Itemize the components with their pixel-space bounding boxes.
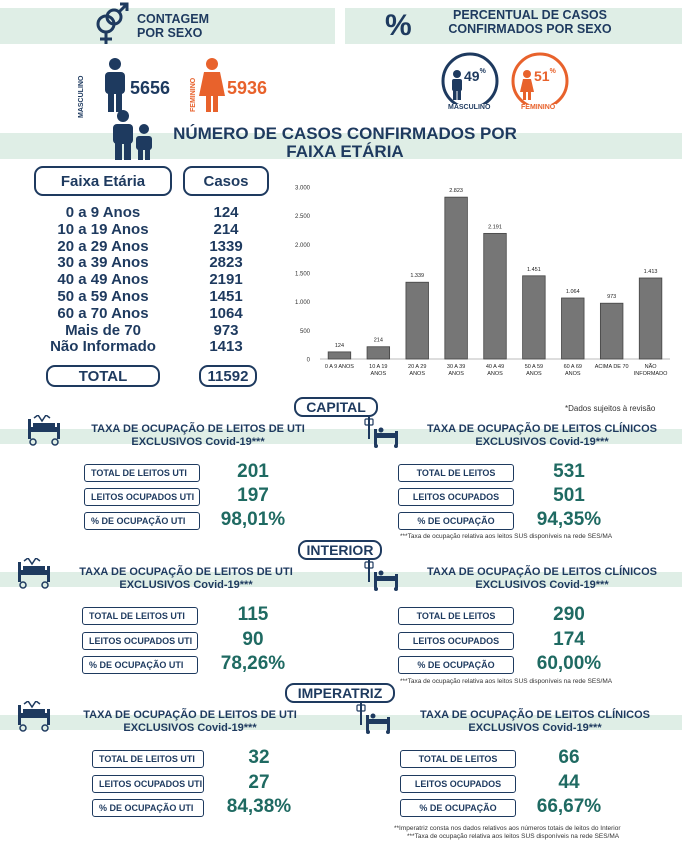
icu-bed-icon [16,558,52,595]
uti-row-value: 197 [237,485,269,506]
x-tick-label: 50 A 59 [524,364,544,370]
x-tick-label: 0 A 9 ANOS [324,364,354,370]
y-tick-label: 1.000 [294,300,310,307]
clinical-bed-icon [356,703,392,740]
age-cases-value: 1451 [209,288,243,305]
clinical-row-label: LEITOS OCUPADOS [400,775,516,793]
bar-data-label: 1.339 [410,273,425,280]
uti-occupancy-percent: 78,26% [220,653,286,674]
clinical-row-label: % DE OCUPAÇÃO [400,799,516,817]
uti-row-label: % DE OCUPAÇÃO UTI [84,512,200,530]
masculino-ring-label: MASCULINO [448,104,491,111]
icu-bed-icon [16,701,52,738]
clinical-section-title: TAXA DE OCUPAÇÃO DE LEITOS CLÍNICOS EXCLUSIVOS Covid-19*** [420,709,650,734]
clinical-row-label: TOTAL DE LEITOS [398,464,514,482]
x-tick-label: 40 A 49 [485,364,505,370]
faixa-title: NÚMERO DE CASOS CONFIRMADOS POR FAIXA ETÁRIA [173,124,517,161]
uti-row-value: 90 [242,628,264,650]
bar-data-label: 973 [607,294,617,301]
x-tick-label: 20 A 29 [408,364,427,370]
bar [600,303,623,359]
bar-data-label: 124 [334,342,345,349]
footnote: ***Taxa de ocupação relativa aos leitos SUS disponíveis na rede SES/MA [400,533,613,540]
feminino-vertical-label: FEMININO [190,77,197,112]
bar [406,282,429,359]
clinical-row-label: LEITOS OCUPADOS [398,632,514,650]
clinical-occupancy-percent: 94,35% [536,509,602,530]
y-tick-label: 2.000 [294,242,310,249]
bar-data-label: 1.064 [565,288,580,295]
feminino-ring-label: FEMININO [521,104,556,111]
x-tick-label: NÃO [644,364,657,370]
y-tick-label: 1.500 [294,271,310,278]
clinical-row-label: % DE OCUPAÇÃO [398,656,514,674]
age-range-label: 40 a 49 Anos [57,271,149,289]
uti-section-title: TAXA DE OCUPAÇÃO DE LEITOS DE UTI EXCLUSIVOS Covid-19*** [91,423,305,448]
percentual-title: PERCENTUAL DE CASOS CONFIRMADOS POR SEXO [448,8,612,36]
x-tick-label: ANOS [409,371,426,377]
age-range-label: 50 a 59 Anos [57,288,149,305]
male-person-icon [103,58,127,112]
clinical-row-value: 174 [553,628,585,650]
y-tick-label: 3.000 [294,185,310,192]
age-range-label: 30 a 39 Anos [57,254,149,272]
uti-row-label: TOTAL DE LEITOS UTI [84,464,200,482]
gender-symbol-icon [92,2,130,48]
family-icon [110,110,154,160]
x-tick-label: 60 A 69 [563,364,582,370]
uti-row-label: LEITOS OCUPADOS UTI [82,632,198,650]
x-tick-label: ANOS [448,371,464,377]
clinical-row-label: TOTAL DE LEITOS [398,607,514,625]
age-range-label: 60 a 70 Anos [57,304,149,322]
uti-row-value: 32 [248,747,270,768]
clinical-bed-icon [364,417,400,454]
bar [328,352,351,359]
feminino-percent-value [534,68,556,84]
clinical-row-label: TOTAL DE LEITOS [400,750,516,768]
uti-row-label: LEITOS OCUPADOS UTI [84,488,200,506]
female-person-icon [199,58,225,112]
bar-data-label: 1.451 [527,266,541,273]
y-tick-label: 0 [306,357,310,364]
footnote-secondary: ***Taxa de ocupação relativa aos leitos SUS disponíveis na rede SES/MA [407,832,620,840]
masc-pct-number: 49 [464,68,480,84]
masculino-percent-value [464,68,486,84]
footnote: **Imperatriz consta nos dados relativos aos números totais de leitos do Interior [394,824,621,832]
feminino-count: 5936 [227,78,268,98]
age-cases-value: 1339 [209,237,243,255]
uti-row-label: TOTAL DE LEITOS UTI [82,607,198,625]
col-header-cases: Casos [183,166,269,196]
masculino-vertical-label: MASCULINO [78,75,85,118]
total-value: 11592 [199,365,257,387]
region-pill-interior: INTERIOR [298,540,382,560]
clinical-row-value: 290 [553,604,585,625]
disclaimer: *Dados sujeitos à revisão [565,404,656,413]
uti-row-label: TOTAL DE LEITOS UTI [92,750,204,768]
uti-row-value: 115 [237,604,269,625]
footnote: ***Taxa de ocupação relativa aos leitos SUS disponíveis na rede SES/MA [400,677,613,685]
age-range-label: Mais de 70 [65,321,141,339]
bar [562,298,585,359]
age-cases-value: 2191 [209,271,243,289]
clinical-section-title: TAXA DE OCUPAÇÃO DE LEITOS CLÍNICOS EXCLUSIVOS Covid-19*** [427,566,657,591]
age-range-label: 20 a 29 Anos [57,237,149,255]
bar [367,347,390,359]
col-header-age: Faixa Etária [34,166,172,196]
clinical-row-label: LEITOS OCUPADOS [398,488,514,506]
y-tick-label: 2.500 [294,214,310,221]
masc-pct-sign: % [479,68,486,75]
x-tick-label: 30 A 39 [446,364,466,370]
region-pill-imperatriz: IMPERATRIZ [285,683,395,703]
fem-pct-sign: % [549,68,556,75]
percent-symbol: % [385,9,412,42]
bar-data-label: 1.413 [643,268,658,275]
clinical-row-value: 531 [553,461,585,482]
age-range-label: 0 a 9 Anos [65,204,141,221]
uti-row-label: % DE OCUPAÇÃO UTI [92,799,204,817]
age-cases-value: 973 [213,321,239,339]
clinical-section-title: TAXA DE OCUPAÇÃO DE LEITOS CLÍNICOS EXCLUSIVOS Covid-19*** [427,423,657,448]
clinical-bed-icon [364,560,400,597]
age-bar-chart [280,164,675,390]
clinical-row-value: 44 [558,771,580,793]
x-tick-label: ANOS [487,371,503,377]
uti-row-label: LEITOS OCUPADOS UTI [92,775,204,793]
age-cases-value: 214 [213,220,239,238]
age-cases-value: 124 [213,204,239,221]
region-pill-capital: CAPITAL [294,397,378,417]
clinical-row-value: 66 [558,747,580,768]
bar-data-label: 2.191 [488,224,502,231]
age-range-label: 10 a 19 Anos [57,220,149,238]
x-tick-label: 10 A 19 [369,364,388,370]
age-range-label: Não Informado [50,338,156,356]
x-tick-label: INFORMADO [633,371,668,377]
clinical-row-value: 501 [553,485,585,506]
age-cases-value: 2823 [209,254,243,272]
age-cases-value: 1064 [209,304,243,322]
bar [639,278,662,359]
bar [484,233,507,359]
clinical-occupancy-percent: 60,00% [536,653,602,674]
bar [523,276,546,359]
bar-data-label: 214 [373,337,383,344]
x-tick-label: ANOS [370,371,387,377]
uti-row-label: % DE OCUPAÇÃO UTI [82,656,198,674]
clinical-occupancy-percent: 66,67% [536,796,602,817]
x-tick-label: ANOS [526,371,542,377]
fem-pct-number: 51 [534,68,550,84]
icu-bed-icon [26,415,62,452]
uti-section-title: TAXA DE OCUPAÇÃO DE LEITOS DE UTI EXCLUSIVOS Covid-19*** [83,709,297,734]
x-tick-label: ACIMA DE 70 [594,364,629,370]
uti-row-value: 201 [237,461,269,482]
bar [445,197,468,359]
masculino-count: 5656 [130,78,171,98]
clinical-row-label: % DE OCUPAÇÃO [398,512,514,530]
bar-data-label: 2.823 [449,188,463,195]
uti-occupancy-percent: 98,01% [220,509,286,530]
uti-section-title: TAXA DE OCUPAÇÃO DE LEITOS DE UTI EXCLUSIVOS Covid-19*** [79,566,293,591]
y-tick-label: 500 [299,328,310,335]
total-label: TOTAL [46,365,160,387]
uti-row-value: 27 [248,771,270,793]
age-cases-value: 1413 [209,338,243,356]
uti-occupancy-percent: 84,38% [226,796,292,817]
sexo-title: CONTAGEM POR SEXO [137,12,209,40]
x-tick-label: ANOS [564,371,581,377]
